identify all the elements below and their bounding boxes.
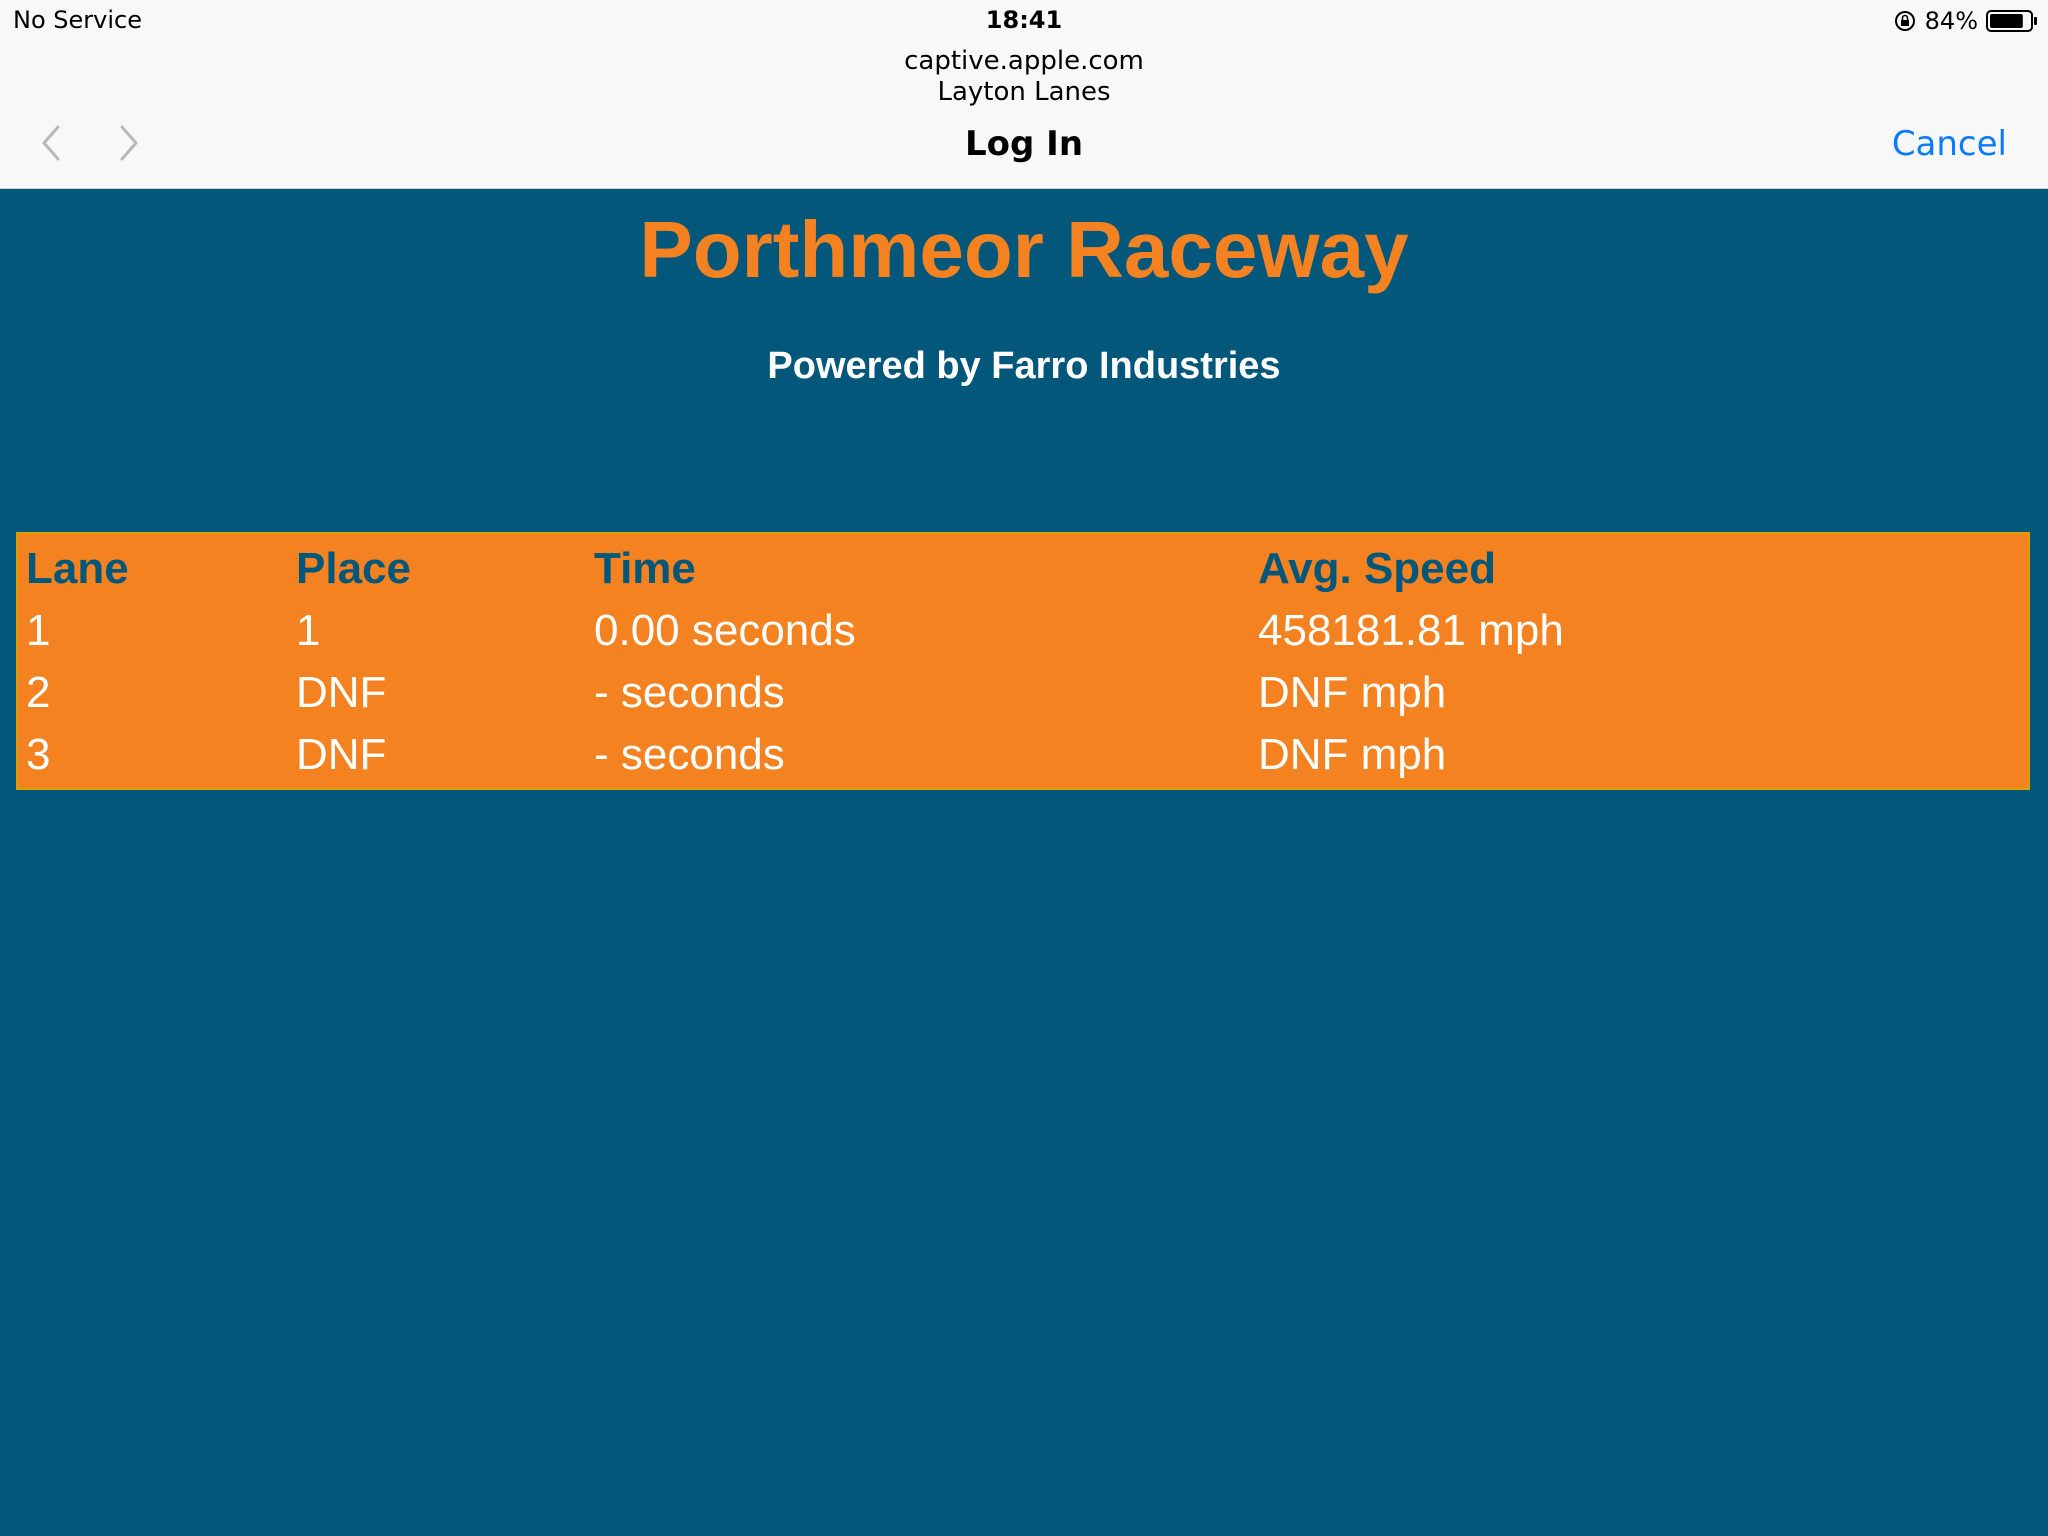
header-avg-speed: Avg. Speed <box>1258 544 1496 593</box>
cell-avg-speed: DNF mph <box>1258 668 1447 717</box>
table-header-row <box>18 538 2028 600</box>
cell-lane: 3 <box>26 730 51 779</box>
table-row <box>18 662 2028 724</box>
page-title-bar: Log In <box>964 124 1084 164</box>
cell-time: - seconds <box>594 668 785 717</box>
network-name: Layton Lanes <box>937 77 1111 107</box>
battery-icon <box>1986 9 2038 33</box>
status-right <box>1893 6 2038 36</box>
cell-place: 1 <box>296 606 321 655</box>
cancel-button[interactable]: Cancel <box>1891 124 2007 164</box>
header-place: Place <box>296 544 411 593</box>
cell-avg-speed: 458181.81 mph <box>1258 606 1564 655</box>
page-subtitle: Powered by Farro Industries <box>767 345 1281 387</box>
header-lane: Lane <box>26 544 129 593</box>
results-table <box>16 532 2030 790</box>
cell-avg-speed: DNF mph <box>1258 730 1447 779</box>
url-host: captive.apple.com <box>904 46 1144 76</box>
cell-lane: 1 <box>26 606 51 655</box>
cell-place: DNF <box>296 730 387 779</box>
table-row <box>18 600 2028 662</box>
table-row <box>18 724 2028 786</box>
cell-time: - seconds <box>594 730 785 779</box>
cell-lane: 2 <box>26 668 51 717</box>
page-title: Porthmeor Raceway <box>639 205 1409 294</box>
cell-place: DNF <box>296 668 387 717</box>
battery-percent: 84% <box>1924 7 1978 35</box>
header-time: Time <box>594 544 696 593</box>
cell-time: 0.00 seconds <box>594 606 856 655</box>
browser-chrome <box>0 0 2048 189</box>
status-time: 18:41 <box>985 6 1063 34</box>
carrier-status: No Service <box>13 6 142 34</box>
orientation-lock-icon <box>1893 9 1917 33</box>
